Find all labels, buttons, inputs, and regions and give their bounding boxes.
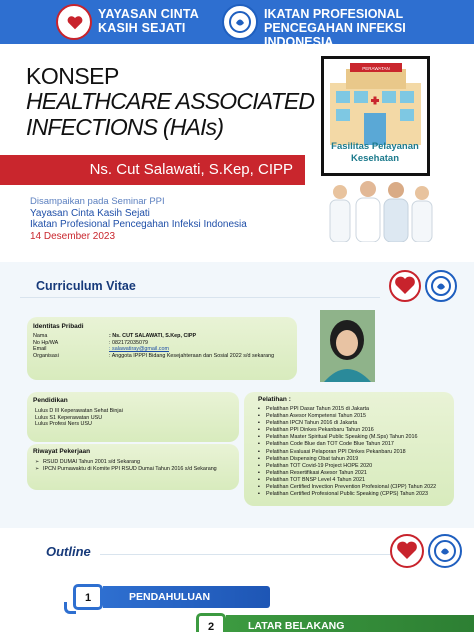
identity-labels: Nama No Hp/WA Email Organisasi — [33, 333, 59, 360]
presented-at: Disampaikan pada Seminar PPI — [30, 196, 165, 207]
education-heading: Pendidikan — [33, 397, 68, 404]
work-history-panel — [27, 444, 239, 490]
cv-slide — [0, 262, 474, 528]
list-item: ▪ Pelatihan TOT BNSP Level 4 Tahun 2021 — [258, 477, 436, 484]
ippi-logo-icon — [425, 270, 457, 302]
list-item: ▪ Pelatihan Resertifikasi Asesor Tahun 2021 — [258, 470, 436, 477]
profile-photo — [320, 310, 375, 382]
outline-item-2[interactable] — [226, 615, 474, 632]
presenter-name: Ns. Cut Salawati, S.Kep, CIPP — [89, 161, 293, 178]
list-item: ▪ Pelatihan IPCN Tahun 2016 di Jakarta — [258, 420, 436, 427]
org-right-name: IKATAN PROFESIONAL PENCEGAHAN INFEKSI INDONESIA — [264, 7, 406, 49]
education-panel — [27, 392, 239, 442]
list-item: ▪ Pelatihan Asesor Kompetensi Tahun 2015 — [258, 413, 436, 420]
identity-values: : Ns. CUT SALAWATI, S.Kep, CIPP : 082172035079 : salawatiray@gmail.com : Anggota IPPPI Bidang Kesejahteraan dan Sosial 2022 s/d sekarang — [109, 333, 275, 360]
title-line-2: INFECTIONS (HAIs) — [26, 114, 224, 140]
list-item: ➢ RSUD DUMAI Tahun 2001 s/d Sekarang — [35, 459, 217, 466]
list-item: ▪ Pelatihan PPI Dinkes Pekanbaru Tahun 2016 — [258, 427, 436, 434]
date: 14 Desember 2023 — [30, 230, 116, 242]
identity-panel — [27, 317, 297, 380]
list-item: Lulus Profesi Ners USU — [35, 421, 92, 428]
heart-logo-icon — [390, 534, 424, 568]
work-heading: Riwayat Pekerjaan — [33, 448, 91, 455]
work-list — [35, 459, 217, 472]
outline-title: Outline — [46, 544, 91, 559]
divider — [100, 554, 390, 555]
presenter-bar — [0, 155, 305, 185]
org-b: Ikatan Profesional Pencegahan Infeksi Indonesia — [30, 219, 247, 230]
outline-item-1[interactable] — [103, 586, 270, 608]
divider — [20, 297, 380, 298]
list-item: ▪ Pelatihan Certified Invection Prevention Profesional (CIPP) Tahun 2022 — [258, 484, 436, 491]
heart-logo-icon — [389, 270, 421, 302]
education-list — [35, 408, 123, 428]
email-link[interactable]: : salawatiray@gmail.com — [109, 346, 169, 353]
hospital-caption: Fasilitas Pelayanan Kesehatan — [331, 141, 419, 164]
title-line-1: HEALTHCARE ASSOCIATED — [26, 88, 315, 114]
list-item: ▪ Pelatihan Certified Profesional Public Speaking (CPPS) Tahun 2023 — [258, 491, 436, 498]
ippi-logo-icon — [222, 4, 258, 40]
hospital-sign: PERAWATAN — [362, 66, 390, 71]
list-item: ▪ Pelatihan Evaluasi Pelaporan PPI Dinkes Pekanbaru 2018 — [258, 449, 436, 456]
outline-item-label: PENDAHULUAN — [129, 591, 211, 603]
presentation-info — [30, 196, 247, 242]
ippi-logo-icon — [428, 534, 462, 568]
list-item: Lulus S1 Keperawatan USU — [35, 414, 103, 421]
list-item: ▪ Pelatihan Master Spiritual Public Speaking (M.Sps) Tahun 2016 — [258, 434, 436, 441]
identity-heading: Identitas Pribadi — [33, 323, 84, 330]
outline-slide — [0, 528, 474, 632]
heart-logo-icon — [56, 4, 92, 40]
training-list — [258, 406, 436, 498]
training-heading: Pelatihan : — [258, 396, 291, 403]
list-item: Lulus D III Keperawatan Sehat Binjai — [35, 408, 123, 414]
outline-number-2: 2 — [196, 613, 226, 632]
header-bar — [0, 0, 474, 49]
doctors-illustration — [318, 180, 448, 242]
cv-title: Curriculum Vitae — [36, 279, 136, 293]
title-konsep: KONSEP — [26, 63, 119, 89]
list-item: ▪ Pelatihan Dispensing Obat tahun 2019 — [258, 456, 436, 463]
outline-number-1: 1 — [73, 584, 103, 610]
title-slide — [0, 0, 474, 262]
list-item: ➢ IPCN Purnawaktu di Komite PPI RSUD Dumai Tahun 2016 s/d Sekarang — [35, 466, 217, 473]
org-a: Yayasan Cinta Kasih Sejati — [30, 207, 150, 219]
list-item: ▪ Pelatihan TOT Covid-19 Project HOPE 2020 — [258, 463, 436, 470]
training-panel — [244, 392, 454, 506]
list-item: ▪ Pelatihan Code Blue dan TOT Code Blue Tahun 2017 — [258, 441, 436, 448]
org-left-name: YAYASAN CINTA KASIH SEJATI — [98, 7, 200, 35]
outline-item-label: LATAR BELAKANG — [248, 620, 345, 632]
list-item: ▪ Pelatihan PPI Dasar Tahun 2015 di Jakarta — [258, 406, 436, 413]
